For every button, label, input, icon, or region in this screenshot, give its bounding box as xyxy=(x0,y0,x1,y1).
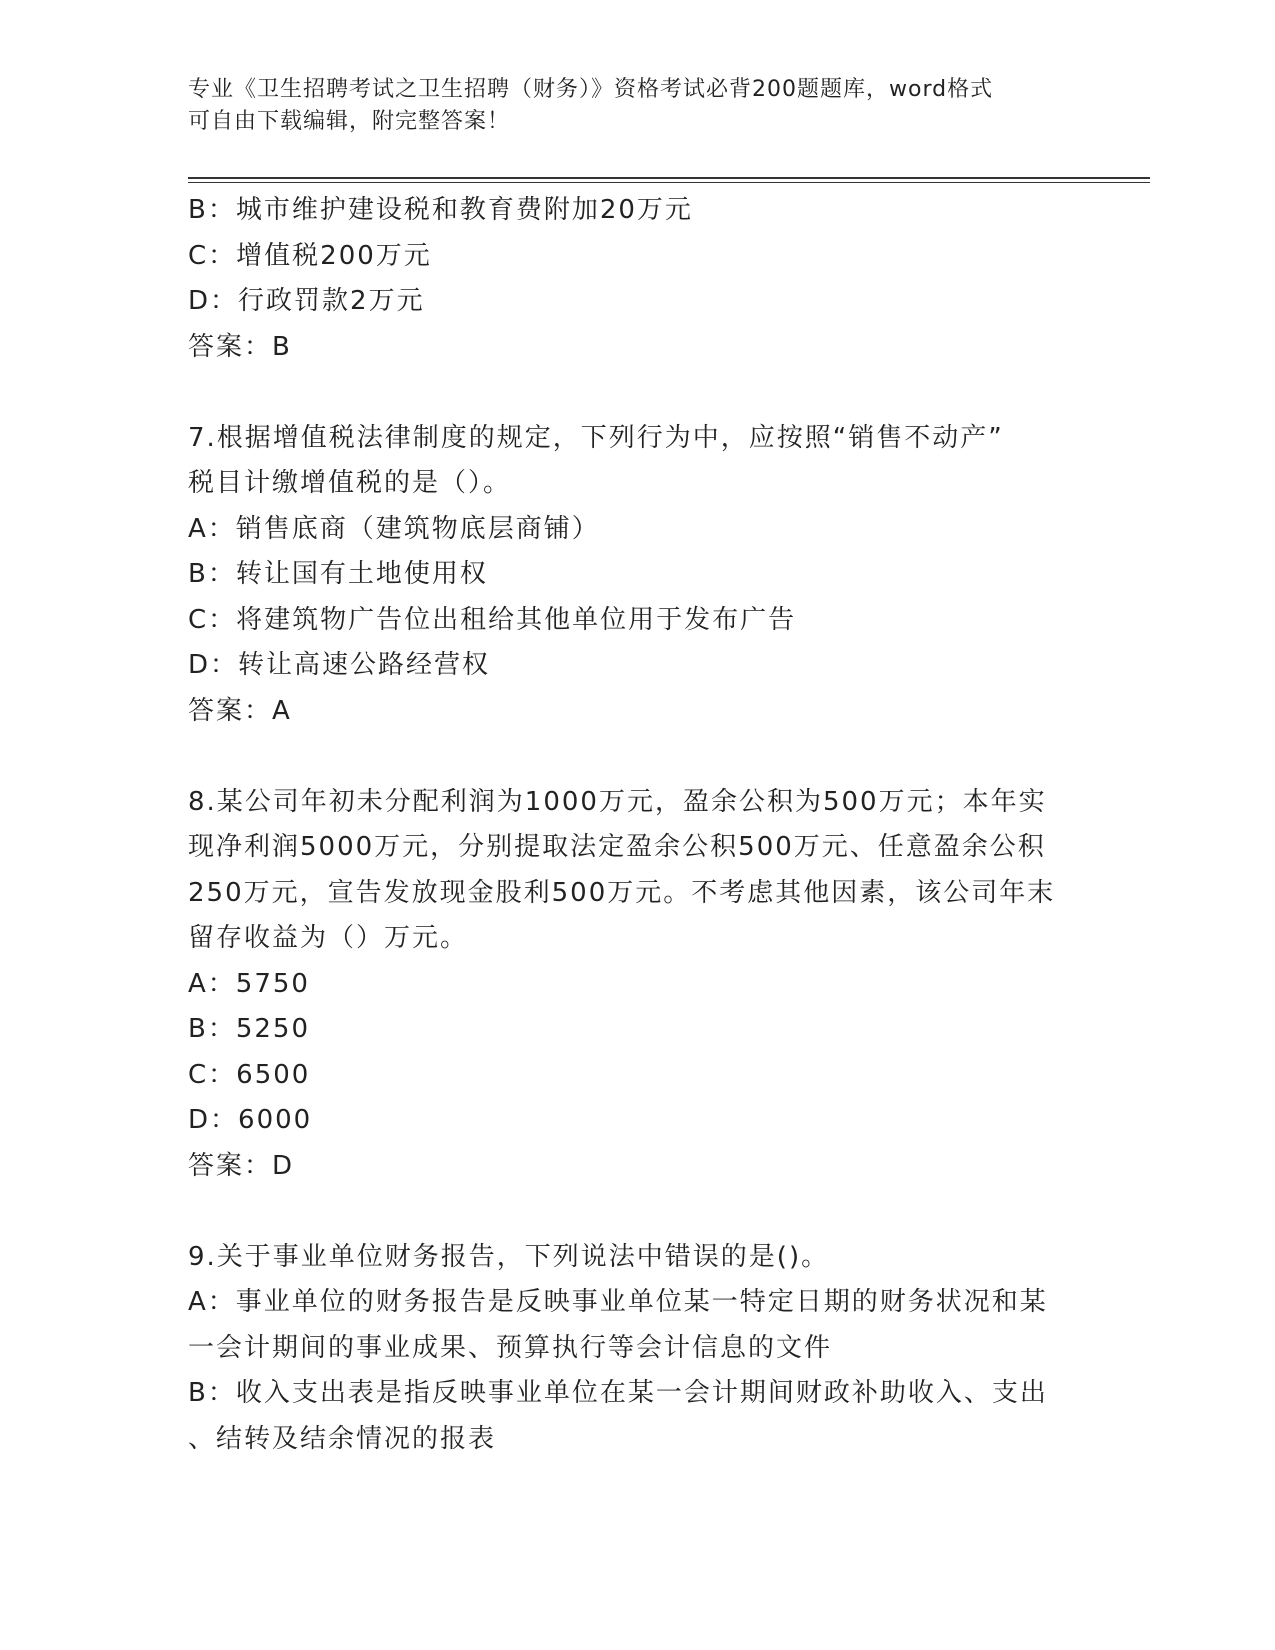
q8-stem-line-3: 250万元，宣告发放现金股利500万元。不考虑其他因素，该公司年末 xyxy=(188,877,1056,908)
question-content xyxy=(188,188,1088,1462)
q6-option-c: C：增值税200万元 xyxy=(188,240,432,271)
q8-stem-line-2: 现净利润5000万元，分别提取法定盈余公积500万元、任意盈余公积 xyxy=(188,832,1046,862)
question-8-block xyxy=(188,780,1088,1190)
question-6-block xyxy=(188,188,1088,370)
q7-answer: 答案：A xyxy=(188,695,292,726)
question-9-block xyxy=(188,1235,1088,1463)
q7-option-b: B：转让国有土地使用权 xyxy=(188,559,488,589)
q7-stem-line-1: 7.根据增值税法律制度的规定，下列行为中，应按照“销售不动产” xyxy=(188,422,1004,453)
spacer xyxy=(188,1189,1088,1235)
q7-option-a: A：销售底商（建筑物底层商铺） xyxy=(188,513,600,544)
header-rule-thick xyxy=(188,177,1150,179)
q8-stem-line-4: 留存收益为（）万元。 xyxy=(188,923,469,953)
q6-answer: 答案：B xyxy=(188,331,292,362)
q9-option-a-line-1: A：事业单位的财务报告是反映事业单位某一特定日期的财务状况和某 xyxy=(188,1287,1048,1317)
question-7-block xyxy=(188,416,1088,735)
q8-stem-line-1: 8.某公司年初未分配利润为1000万元，盈余公积为500万元；本年实 xyxy=(188,786,1047,817)
q9-stem-line-1: 9.关于事业单位财务报告，下列说法中错误的是()。 xyxy=(188,1241,830,1272)
q9-option-b-line-2: 、结转及结余情况的报表 xyxy=(188,1423,497,1454)
header-line-2: 可自由下载编辑，附完整答案！ xyxy=(188,109,511,134)
q8-option-c: C：6500 xyxy=(188,1059,311,1090)
q8-answer: 答案：D xyxy=(188,1150,295,1181)
q7-stem-line-2: 税目计缴增值税的是（）。 xyxy=(188,468,512,498)
header-rule-thin xyxy=(188,182,1150,183)
q8-option-a: A：5750 xyxy=(188,968,310,999)
spacer xyxy=(188,370,1088,416)
q6-option-b: B：城市维护建设税和教育费附加20万元 xyxy=(188,195,693,225)
q8-option-b: B：5250 xyxy=(188,1014,311,1044)
q6-option-d: D：行政罚款2万元 xyxy=(188,286,425,316)
spacer xyxy=(188,734,1088,780)
q9-option-a-line-2: 一会计期间的事业成果、预算执行等会计信息的文件 xyxy=(188,1332,833,1363)
q7-option-d: D：转让高速公路经营权 xyxy=(188,650,491,680)
q7-option-c: C：将建筑物广告位出租给其他单位用于发布广告 xyxy=(188,604,797,635)
q9-option-b-line-1: B：收入支出表是指反映事业单位在某一会计期间财政补助收入、支出 xyxy=(188,1378,1048,1408)
header-line-1: 专业《卫生招聘考试之卫生招聘（财务）》资格考试必背200题题库，word格式 xyxy=(188,77,994,102)
page-header xyxy=(188,74,1068,138)
q8-option-d: D：6000 xyxy=(188,1105,313,1135)
